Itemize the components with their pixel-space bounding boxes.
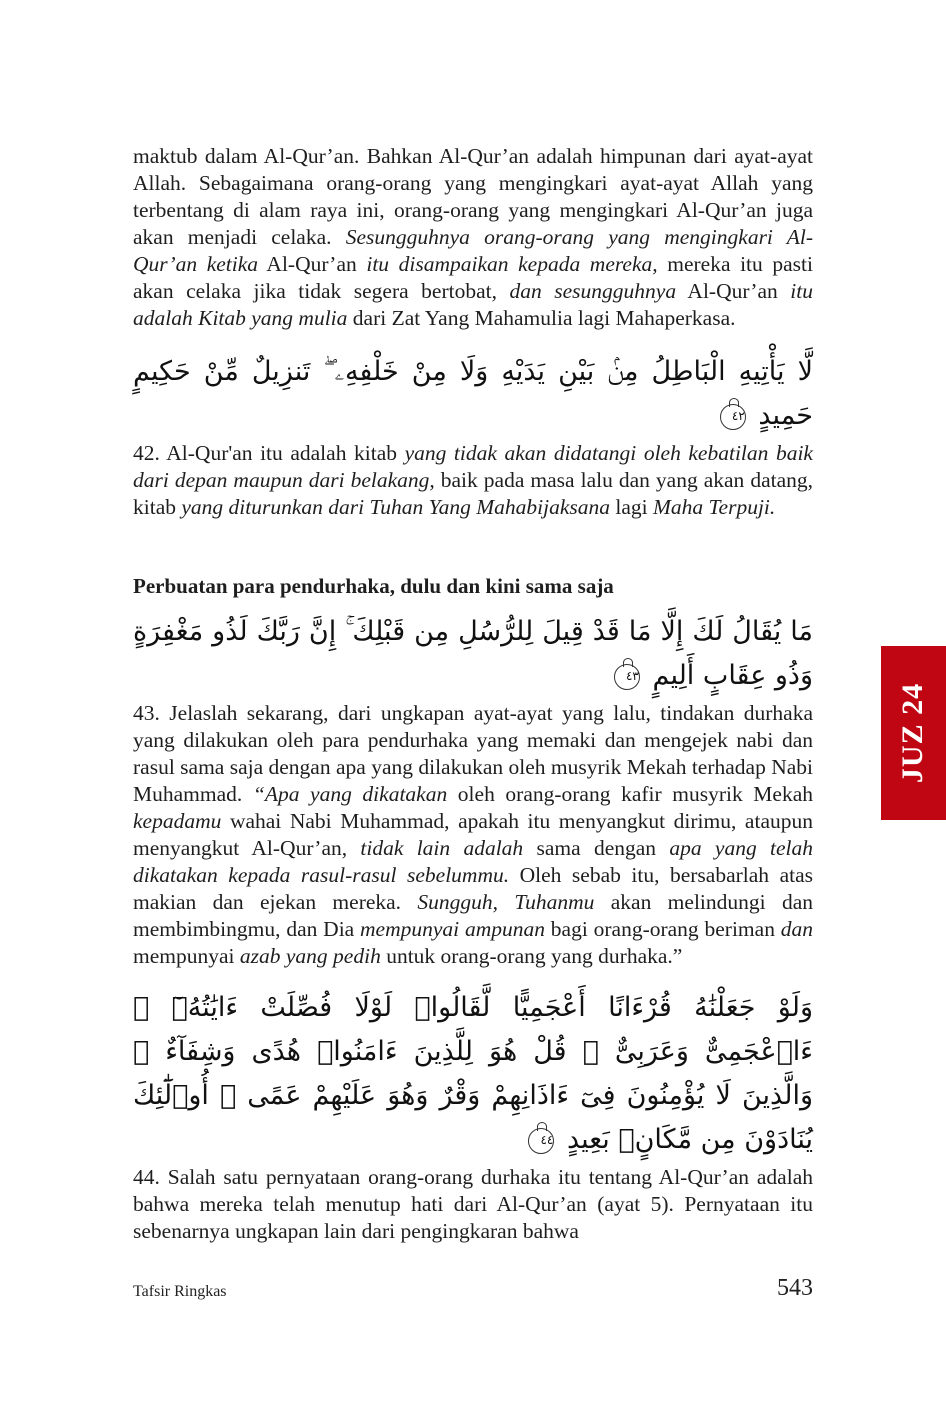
italic-text-segment: kepadamu (133, 809, 222, 833)
italic-text-segment: mempunyai ampunan (360, 917, 545, 941)
verse-42-arabic (133, 350, 813, 438)
text-segment: 42. Al-Qur'an itu adalah kitab (133, 441, 405, 465)
juz-label: JUZ 24 (896, 682, 930, 784)
italic-text-segment: Sesungguhnya orang-orang yang mengingkari Al-Qur’an ketika (133, 225, 813, 276)
text-segment: Oleh sebab itu, bersabarlah atas makian dan ejekan mereka. (133, 863, 813, 914)
verse-44-arabic (133, 986, 813, 1162)
verse-42-text: لَّا يَأْتِيهِ الْبَاطِلُ مِنۢ بَيْنِ يَدَيْهِ وَلَا مِنْ خَلْفِهِۦ ۖ تَنزِيلٌ مِّنْ حَكِيمٍ حَمِيدٍ (133, 356, 813, 431)
footer-book-title: Tafsir Ringkas (133, 1283, 227, 1300)
text-segment: Al-Qur’an (258, 252, 367, 276)
juz-side-tab (881, 646, 946, 820)
text-segment: mempunyai (133, 944, 240, 968)
verse-43-arabic (133, 610, 813, 698)
italic-text-segment: yang diturunkan dari Tuhan Yang Mahabijaksana (181, 495, 611, 519)
italic-text-segment: “Apa yang dikatakan (252, 782, 448, 806)
commentary-42 (133, 440, 813, 521)
text-segment: dari Zat Yang Mahamulia lagi Mahaperkasa. (347, 306, 736, 330)
text-segment: maktub dalam Al-Qur’an. Bahkan Al-Qur’an adalah himpunan dari ayat-ayat Allah. Sebagaimana orang-orang yang mengingkari ayat-ayat Allah yang terbentang di alam raya ini, orang-orang yang mengingkari Al-Qur’an juga akan menjadi celaka. (133, 144, 813, 249)
text-segment: 43. Jelaslah sekarang, dari ungkapan ayat-ayat yang lalu, tindakan durhaka yang dilakukan oleh para pendurhaka yang memaki dan mengejek nabi dan rasul sama saja dengan apa yang dilakukan oleh musyrik Mekah terhadap Nabi Muhammad. (133, 701, 814, 806)
commentary-43 (133, 700, 813, 970)
text-segment: oleh orang-orang kafir musyrik Mekah (447, 782, 813, 806)
text-segment: untuk orang-orang yang durhaka.” (380, 944, 683, 968)
text-segment: mereka itu pasti akan celaka jika tidak segera bertobat, (133, 252, 813, 303)
intro-paragraph (133, 143, 813, 332)
text-segment: Al-Qur’an (676, 279, 791, 303)
text-segment: sama dengan (523, 836, 670, 860)
italic-text-segment: dan (780, 917, 813, 941)
text-segment: baik pada masa lalu dan yang akan datang, kitab (133, 468, 813, 519)
page-number: 543 (777, 1275, 813, 1301)
italic-text-segment: Maha Terpuji. (653, 495, 776, 519)
verse-end-marker-icon: ٤٣ (614, 664, 640, 690)
verse-43-text: مَا يُقَالُ لَكَ إِلَّا مَا قَدْ قِيلَ لِلرُّسُلِ مِن قَبْلِكَ ۚ إِنَّ رَبَّكَ لَذُو مَغْفِرَةٍ وَذُو عِقَابٍ أَلِيمٍ (133, 616, 813, 691)
text-segment: wahai Nabi Muhammad, apakah itu menyangkut dirimu, ataupun menyangkut Al-Qur’an, (133, 809, 813, 860)
italic-text-segment: itu disampaikan kepada mereka, (366, 252, 658, 276)
italic-text-segment: itu adalah Kitab yang mulia (133, 279, 813, 330)
text-segment: akan melindungi dan membimbingmu, dan Dia (133, 890, 813, 941)
verse-end-marker-icon: ٤٢ (720, 404, 746, 430)
verse-44-text: وَلَوْ جَعَلْنَٰهُ قُرْءَانًا أَعْجَمِيًّا لَّقَالُوا۟ لَوْلَا فُصِّلَتْ ءَايَٰتُهُۥٓ ۖ ءَا۬عْجَمِىٌّ وَعَرَبِىٌّ ۗ قُلْ هُوَ لِلَّذِينَ ءَامَنُوا۟ هُدًى وَشِفَآءٌ ۖ وَالَّذِينَ لَا يُؤْمِنُونَ فِىٓ ءَاذَانِهِمْ وَقْرٌ وَهُوَ عَلَيْهِمْ عَمًى ۚ أُو۟لَٰٓئِكَ يُنَادَوْنَ مِن مَّكَانٍۭ بَعِيدٍ (133, 992, 813, 1155)
italic-text-segment: dan sesungguhnya (509, 279, 677, 303)
text-segment: lagi (610, 495, 654, 519)
text-segment: bagi orang-orang beriman (544, 917, 781, 941)
italic-text-segment: azab yang pedih (239, 944, 381, 968)
italic-text-segment: Sungguh, Tuhanmu (417, 890, 595, 914)
italic-text-segment: apa yang telah dikatakan kepada rasul-rasul sebelummu. (133, 836, 813, 887)
commentary-44 (133, 1164, 813, 1245)
text-segment: 44. Salah satu pernyataan orang-orang durhaka itu tentang Al-Qur’an adalah bahwa mereka telah menutup hati dari Al-Qur’an (ayat 5). Pernyataan itu sebenarnya ungkapan lain dari pengingkaran bahwa (133, 1165, 813, 1243)
section-heading: Perbuatan para pendurhaka, dulu dan kini sama saja (133, 574, 614, 598)
page-body (133, 143, 813, 1245)
verse-end-marker-icon: ٤٤ (528, 1128, 554, 1154)
italic-text-segment: tidak lain adalah (360, 836, 524, 860)
italic-text-segment: yang tidak akan didatangi oleh kebatilan baik dari depan maupun dari belakang, (133, 441, 813, 492)
